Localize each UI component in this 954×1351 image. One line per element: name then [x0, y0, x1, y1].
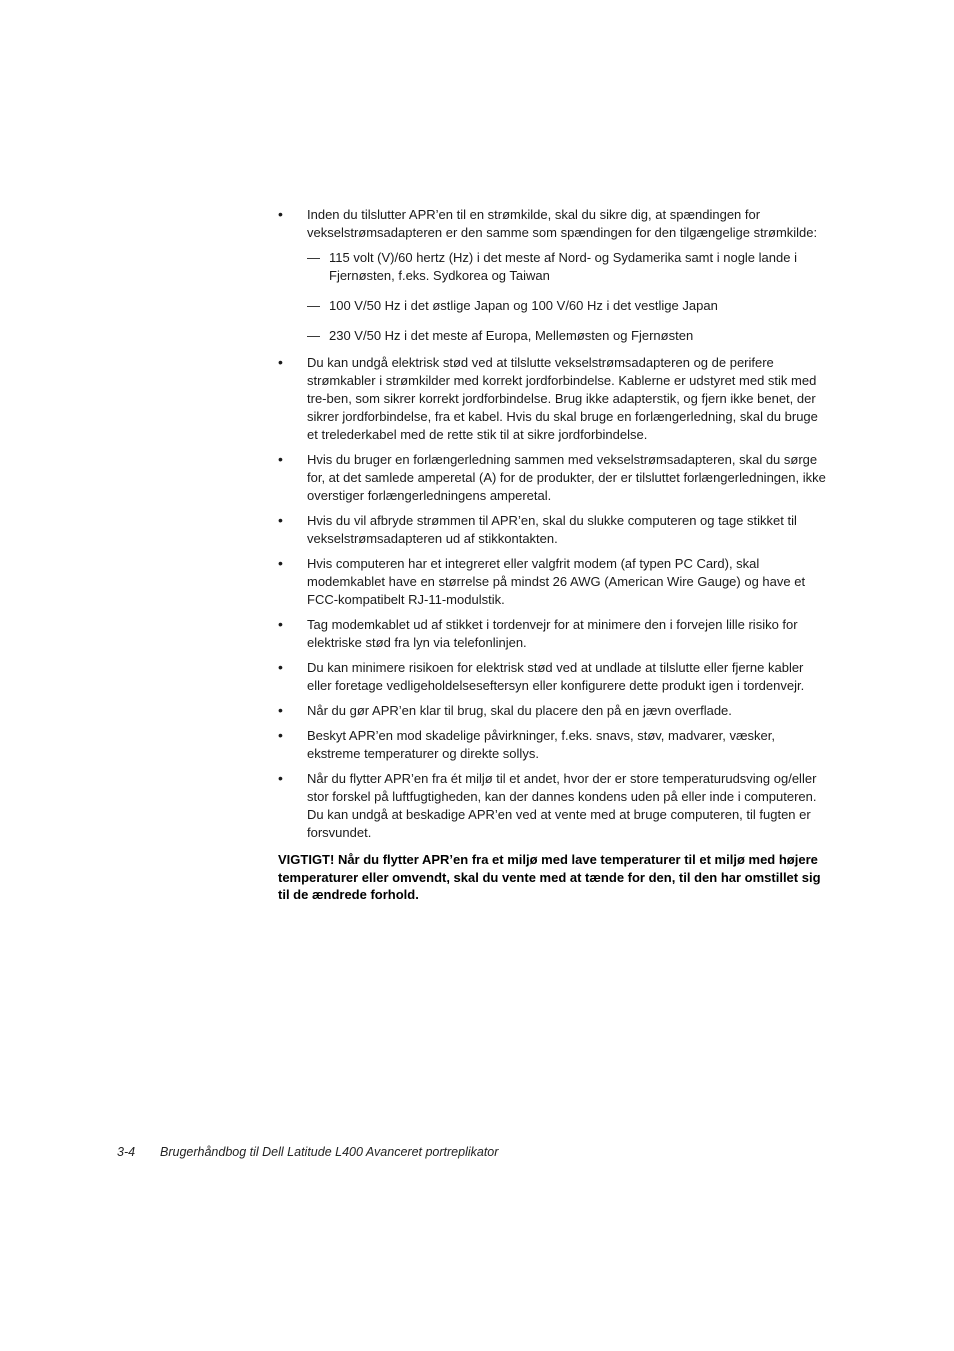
list-item: [278, 616, 826, 652]
safety-instructions-list: [278, 206, 826, 842]
list-item-text: Du kan undgå elektrisk stød ved at tilslutte vekselstrømsadapteren og de perifere strømkabler i strømkilder med korrekt jordforbindelse. Kablerne er udstyret med stik med tre-ben, som sikrer korrekt jordforbindelse. Brug ikke adapterstik, og fjern ikke benet, der sikrer jordforbindelse, fra et kabel. Hvis du skal bruge en forlængerledning, skal du bruge et trelederkabel med de rette stik til at sikre jordforbindelse.: [307, 355, 818, 442]
important-notice: VIGTIGT! Når du flytter APR’en fra et miljø med lave temperaturer til et miljø med højere temperaturer eller omvendt, skal du vente med at tænde for den, til den har omstillet sig til de ændrede forhold.: [278, 852, 821, 902]
bullet-icon: •: [278, 206, 283, 222]
list-item: [278, 727, 826, 763]
list-item: [278, 206, 826, 345]
list-item: [278, 512, 826, 548]
bullet-icon: •: [278, 451, 283, 467]
sub-list-item: [307, 297, 826, 315]
list-item-text: Beskyt APR’en mod skadelige påvirkninger, f.eks. snavs, støv, madvarer, væsker, ekstreme temperaturer og direkte sollys.: [307, 728, 775, 761]
list-item: [278, 451, 826, 505]
sub-list-item-text: 230 V/50 Hz i det meste af Europa, Mellemøsten og Fjernøsten: [329, 328, 694, 343]
bullet-icon: •: [278, 616, 283, 632]
list-item: [278, 659, 826, 695]
bullet-icon: •: [278, 659, 283, 675]
list-item: [278, 702, 826, 720]
bullet-icon: •: [278, 727, 283, 743]
list-item-text: Tag modemkablet ud af stikket i tordenvejr for at minimere den i forvejen lille risiko for elektriske stød fra lyn via telefonlinjen.: [307, 617, 798, 650]
page-number: 3-4: [117, 1145, 136, 1159]
list-item-text: Du kan minimere risikoen for elektrisk stød ved at undlade at tilslutte eller fjerne kabler eller foretage vedligeholdelseseftersyn eller konfigurere dette produkt igen i tordenvejr.: [307, 660, 805, 693]
list-item-text: Inden du tilslutter APR’en til en strømkilde, skal du sikre dig, at spændingen for vekselstrømsadapteren er den samme som spændingen for den tilgængelige strømkilde:: [307, 207, 818, 240]
list-item: [278, 354, 826, 444]
bullet-icon: •: [278, 555, 283, 571]
dash-icon: —: [307, 328, 320, 343]
list-item: [278, 770, 826, 842]
bullet-icon: •: [278, 770, 283, 786]
manual-title: Brugerhåndbog til Dell Latitude L400 Avanceret portreplikator: [160, 1145, 499, 1159]
dash-icon: —: [307, 298, 320, 313]
document-body: [278, 206, 826, 917]
bullet-icon: •: [278, 354, 283, 370]
list-item-text: Når du flytter APR’en fra ét miljø til et andet, hvor der er store temperaturudsving og/eller stor forskel på luftfugtigheden, kan der dannes kondens uden på eller inde i computeren. Du kan undgå at beskadige APR’en ved at vente med at bruge computeren, til fugten er forsvundet.: [307, 771, 817, 840]
list-item-text: Når du gør APR’en klar til brug, skal du placere den på en jævn overflade.: [307, 703, 732, 718]
list-item: [278, 555, 826, 609]
bullet-icon: •: [278, 702, 283, 718]
list-item-text: Hvis du bruger en forlængerledning sammen med vekselstrømsadapteren, skal du sørge for, at det samlede amperetal (A) for de produkter, der er tilsluttet forlængerledningen, ikke overstiger forlængerledningens amperetal.: [307, 452, 826, 503]
sub-list-item: [307, 249, 826, 285]
page-footer: [117, 1145, 498, 1159]
sub-list-item-text: 100 V/50 Hz i det østlige Japan og 100 V/60 Hz i det vestlige Japan: [329, 298, 718, 313]
dash-icon: —: [307, 250, 320, 265]
list-item-text: Hvis du vil afbryde strømmen til APR’en, skal du slukke computeren og tage stikket til vekselstrømsadapteren ud af stikkontakten.: [307, 513, 797, 546]
list-item-text: Hvis computeren har et integreret eller valgfrit modem (af typen PC Card), skal modemkablet have en størrelse på mindst 26 AWG (American Wire Gauge) og have et FCC-kompatibelt RJ-11-modulstik.: [307, 556, 806, 607]
bullet-icon: •: [278, 512, 283, 528]
voltage-sublist: [307, 249, 826, 345]
sub-list-item: [307, 327, 826, 345]
sub-list-item-text: 115 volt (V)/60 hertz (Hz) i det meste af Nord- og Sydamerika samt i nogle lande i Fjernøsten, f.eks. Sydkorea og Taiwan: [329, 250, 797, 283]
